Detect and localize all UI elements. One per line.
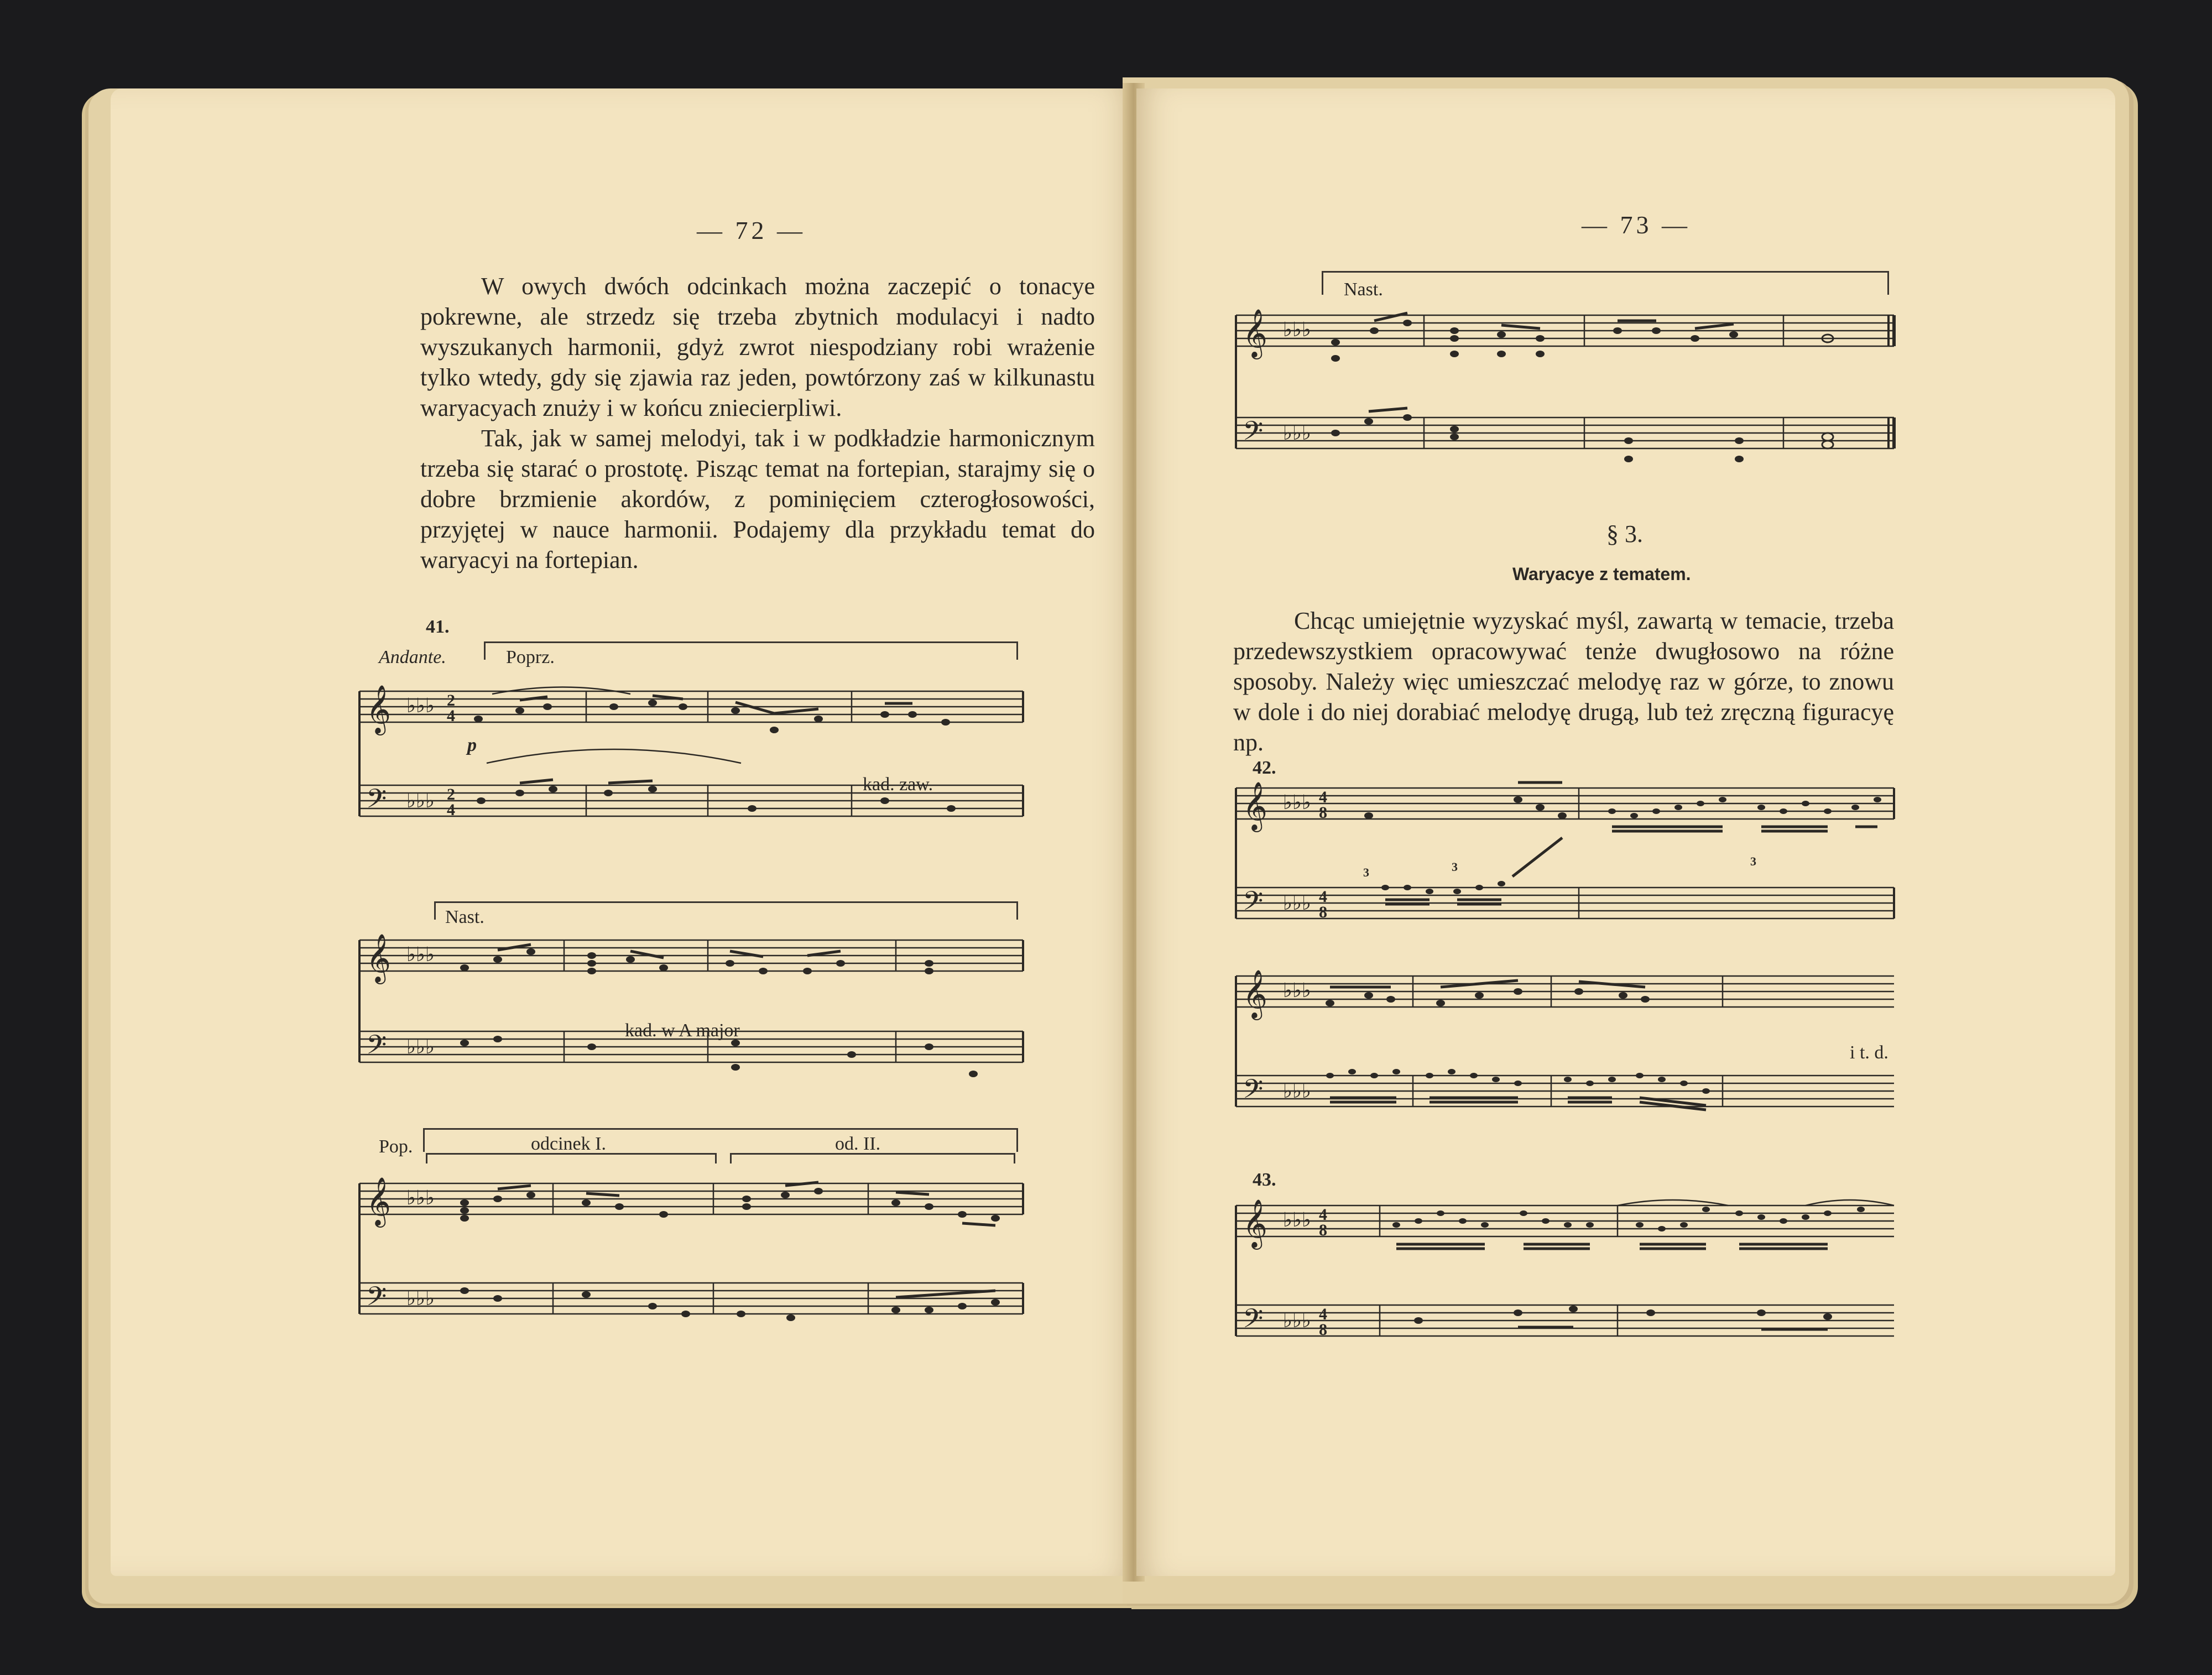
svg-text:♭♭♭: ♭♭♭ [406, 695, 435, 717]
label-kad-zaw: kad. zaw. [863, 774, 933, 795]
svg-text:3: 3 [1452, 860, 1458, 874]
label-itd: i t. d. [1850, 1042, 1888, 1063]
svg-text:𝄢: 𝄢 [366, 783, 387, 821]
svg-text:3: 3 [1750, 854, 1756, 868]
music-system [1230, 299, 1900, 487]
label-nast: Nast. [1344, 279, 1383, 300]
section-bracket [484, 641, 1018, 660]
music-system [1230, 965, 1900, 1147]
paragraph: Tak, jak w samej melodyi, tak i w podkładzie harmonicznym trzeba się starać o prostotę. Pisząc temat na fortepian, starajmy się o dobre brzmienie akordów, z pominięciem czterogłosowości, przyjętej w nauce harmonii. Podajemy dla przykładu temat do waryacyi na fortepian. [420, 425, 1095, 573]
label-pop: Pop. [379, 1136, 413, 1157]
body-text [1233, 606, 1894, 758]
right-page [1136, 88, 2115, 1576]
svg-text:♭♭♭: ♭♭♭ [406, 1287, 435, 1309]
example-number: 43. [1253, 1170, 1276, 1190]
svg-text:8: 8 [1319, 1221, 1327, 1239]
music-system [354, 680, 1029, 846]
svg-text:𝄢: 𝄢 [1243, 415, 1264, 453]
svg-text:𝄢: 𝄢 [1243, 885, 1264, 923]
open-book [83, 66, 2129, 1609]
svg-text:3: 3 [1363, 865, 1369, 879]
label-od-2: od. II. [835, 1134, 881, 1154]
svg-text:♭♭♭: ♭♭♭ [1283, 1209, 1311, 1231]
svg-text:8: 8 [1319, 803, 1327, 822]
body-text [420, 271, 1095, 575]
svg-text:𝄢: 𝄢 [366, 1029, 387, 1067]
svg-text:4: 4 [1319, 788, 1327, 806]
svg-text:♭♭♭: ♭♭♭ [1283, 1309, 1311, 1332]
label-odcinek-1: odcinek I. [531, 1134, 606, 1154]
section-bracket [1322, 271, 1889, 295]
svg-text:♭♭♭: ♭♭♭ [1283, 422, 1311, 444]
svg-text:𝄞: 𝄞 [366, 933, 391, 982]
section-title: Waryacye z tematem. [1512, 564, 1691, 584]
page-number: — 73 — [1582, 211, 1691, 239]
svg-text:𝄞: 𝄞 [1243, 969, 1267, 1018]
music-system [1230, 1189, 1900, 1355]
svg-text:♭♭♭: ♭♭♭ [1283, 319, 1311, 341]
svg-text:𝄞: 𝄞 [366, 684, 391, 733]
example-number: 42. [1253, 758, 1276, 778]
svg-text:4: 4 [1319, 888, 1327, 906]
svg-text:𝄞: 𝄞 [1243, 781, 1267, 830]
svg-text:♭♭♭: ♭♭♭ [406, 943, 435, 966]
label-poprz: Poprz. [506, 647, 555, 667]
tempo-marking: Andante. [379, 647, 446, 667]
svg-text:𝄞: 𝄞 [1243, 1198, 1267, 1248]
dynamic-marking: p [467, 735, 477, 755]
svg-text:♭♭♭: ♭♭♭ [1283, 979, 1311, 1001]
svg-text:♭♭♭: ♭♭♭ [1283, 892, 1311, 914]
section-bracket [434, 901, 1018, 920]
example-number: 41. [426, 617, 450, 637]
svg-text:8: 8 [1319, 903, 1327, 921]
svg-text:♭♭♭: ♭♭♭ [406, 1036, 435, 1058]
page-number: — 72 — [697, 216, 806, 244]
svg-text:♭♭♭: ♭♭♭ [406, 1187, 435, 1209]
svg-text:4: 4 [447, 707, 455, 725]
section-bracket [423, 1128, 1018, 1152]
label-kad-a-major: kad. w A major [625, 1020, 740, 1041]
svg-text:4: 4 [1319, 1305, 1327, 1323]
section-mark: § 3. [1606, 520, 1643, 547]
paragraph: W owych dwóch odcinkach można zaczepić o tonacye pokrewne, ale strzedz się trzeba zbytnich modulacyi i nadto wyszukanych harmonii, gdyż zwrot niespodziany robi wrażenie tylko wtedy, gdy się zjawia raz jeden, powtórzony zaś w kilkunastu waryacyach znuży i w końcu zniecierpliwi. [420, 273, 1095, 421]
svg-text:𝄢: 𝄢 [1243, 1303, 1264, 1340]
svg-text:♭♭♭: ♭♭♭ [406, 790, 435, 812]
svg-text:𝄞: 𝄞 [366, 1176, 391, 1225]
svg-text:2: 2 [447, 691, 455, 709]
svg-text:4: 4 [1319, 1206, 1327, 1224]
music-system [354, 929, 1029, 1100]
svg-text:𝄢: 𝄢 [1243, 1073, 1264, 1111]
music-system [1230, 777, 1900, 943]
svg-text:4: 4 [447, 801, 455, 819]
svg-text:8: 8 [1319, 1321, 1327, 1339]
paragraph: Chcąc umiejętnie wyzyskać myśl, zawartą w temacie, trzeba przedewszystkiem opracowywać tenże dwugłosowo na różne sposoby. Należy więc umieszczać melodyę raz w górze, to znowu w dole i do niej dorabiać melodyę drugą, lub też zręczną figuracyę np. [1233, 607, 1894, 756]
left-page [111, 88, 1134, 1576]
music-system [354, 1172, 1029, 1349]
svg-text:2: 2 [447, 785, 455, 803]
svg-text:𝄞: 𝄞 [1243, 308, 1267, 357]
svg-text:♭♭♭: ♭♭♭ [1283, 1080, 1311, 1102]
svg-text:♭♭♭: ♭♭♭ [1283, 791, 1311, 813]
label-nast: Nast. [445, 907, 484, 927]
svg-text:𝄢: 𝄢 [366, 1281, 387, 1318]
